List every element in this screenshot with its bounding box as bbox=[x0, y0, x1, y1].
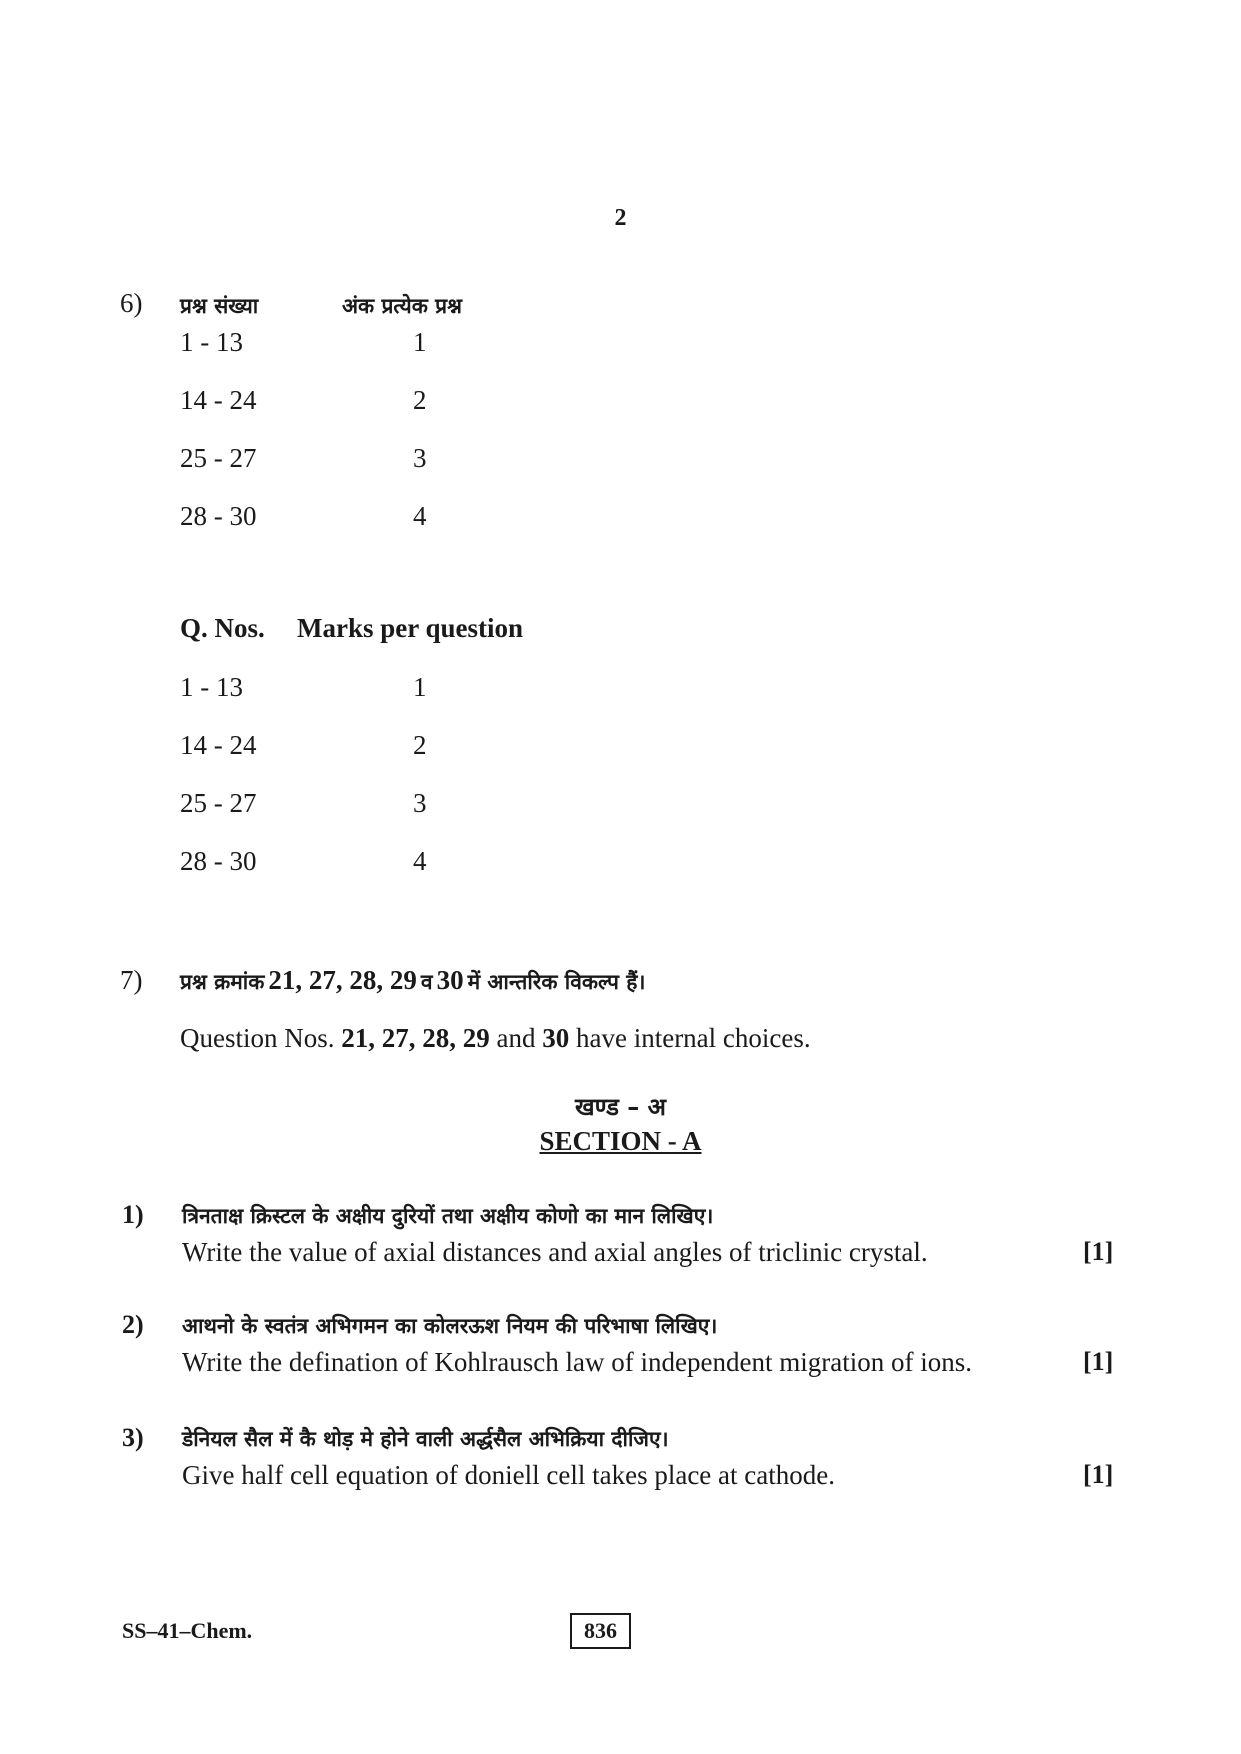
section-heading-hindi: खण्ड – अ bbox=[575, 1093, 666, 1121]
instruction-7-hindi-nums: 21, 27, 28, 29 bbox=[268, 965, 417, 995]
hindi-col-header-marks: अंक प्रत्येक प्रश्न bbox=[342, 294, 462, 318]
question-marks: [1] bbox=[1083, 1237, 1114, 1266]
question-number: 3) bbox=[122, 1423, 144, 1452]
question-marks: [1] bbox=[1083, 1347, 1114, 1376]
question-marks: [1] bbox=[1083, 1460, 1114, 1489]
question-hindi: डेनियल सैल में कै थोड़ मे होने वाली अर्द्धसैल अभिक्रिया दीजिए। bbox=[182, 1427, 669, 1451]
hindi-col-header-qno: प्रश्न संख्या bbox=[180, 294, 259, 318]
english-col-header-marks: Marks per question bbox=[297, 613, 524, 643]
page-number: 2 bbox=[614, 205, 627, 231]
hindi-row-range: 14 - 24 bbox=[180, 385, 257, 415]
instruction-7-english-last: 30 bbox=[542, 1023, 570, 1053]
instruction-7-hindi-pre: प्रश्न क्रमांक bbox=[180, 970, 265, 994]
hindi-row-marks: 4 bbox=[413, 501, 427, 531]
hindi-row-marks: 3 bbox=[413, 443, 427, 473]
question-english: Give half cell equation of doniell cell takes place at cathode. bbox=[182, 1460, 835, 1490]
english-row-range: 28 - 30 bbox=[180, 846, 257, 876]
hindi-row-range: 1 - 13 bbox=[180, 327, 243, 357]
question-hindi: आथनो के स्वतंत्र अभिगमन का कोलरऊश नियम की परिभाषा लिखिए। bbox=[182, 1314, 718, 1338]
hindi-row-range: 28 - 30 bbox=[180, 501, 257, 531]
instruction-6-number: 6) bbox=[120, 288, 143, 318]
question-number: 1) bbox=[122, 1200, 144, 1229]
question-english: Write the value of axial distances and axial angles of triclinic crystal. bbox=[182, 1237, 928, 1267]
instruction-7-hindi-post: में आन्तरिक विकल्प हैं। bbox=[467, 970, 646, 994]
english-row-marks: 4 bbox=[413, 846, 427, 876]
footer-paper-code: SS–41–Chem. bbox=[122, 1618, 253, 1643]
instruction-7-english-and: and bbox=[496, 1023, 536, 1053]
instruction-7-english-nums: 21, 27, 28, 29 bbox=[341, 1023, 490, 1053]
question-hindi: त्रिनताक्ष क्रिस्टल के अक्षीय दुरियों तथा अक्षीय कोणो का मान लिखिए। bbox=[182, 1204, 714, 1228]
english-row-marks: 1 bbox=[413, 672, 427, 702]
hindi-row-range: 25 - 27 bbox=[180, 443, 257, 473]
section-heading-english: SECTION - A bbox=[539, 1126, 702, 1156]
instruction-7-number: 7) bbox=[120, 965, 143, 995]
hindi-row-marks: 1 bbox=[413, 327, 427, 357]
section-heading-english-wrap bbox=[0, 1126, 1241, 1157]
question-english: Write the defination of Kohlrausch law of independent migration of ions. bbox=[182, 1347, 972, 1377]
english-row-range: 25 - 27 bbox=[180, 788, 257, 818]
question-number: 2) bbox=[122, 1310, 144, 1339]
english-row-range: 14 - 24 bbox=[180, 730, 257, 760]
instruction-7-english bbox=[180, 1023, 811, 1054]
instruction-7-hindi bbox=[180, 965, 645, 996]
hindi-row-marks: 2 bbox=[413, 385, 427, 415]
instruction-7-english-pre: Question Nos. bbox=[180, 1023, 335, 1053]
english-col-header-qno: Q. Nos. bbox=[180, 613, 265, 643]
instruction-7-hindi-and: व bbox=[420, 970, 433, 994]
footer-serial-box: 836 bbox=[570, 1613, 631, 1649]
instruction-7-hindi-last: 30 bbox=[436, 965, 464, 995]
english-row-marks: 3 bbox=[413, 788, 427, 818]
english-row-range: 1 - 13 bbox=[180, 672, 243, 702]
english-row-marks: 2 bbox=[413, 730, 427, 760]
instruction-7-english-post: have internal choices. bbox=[575, 1023, 811, 1053]
